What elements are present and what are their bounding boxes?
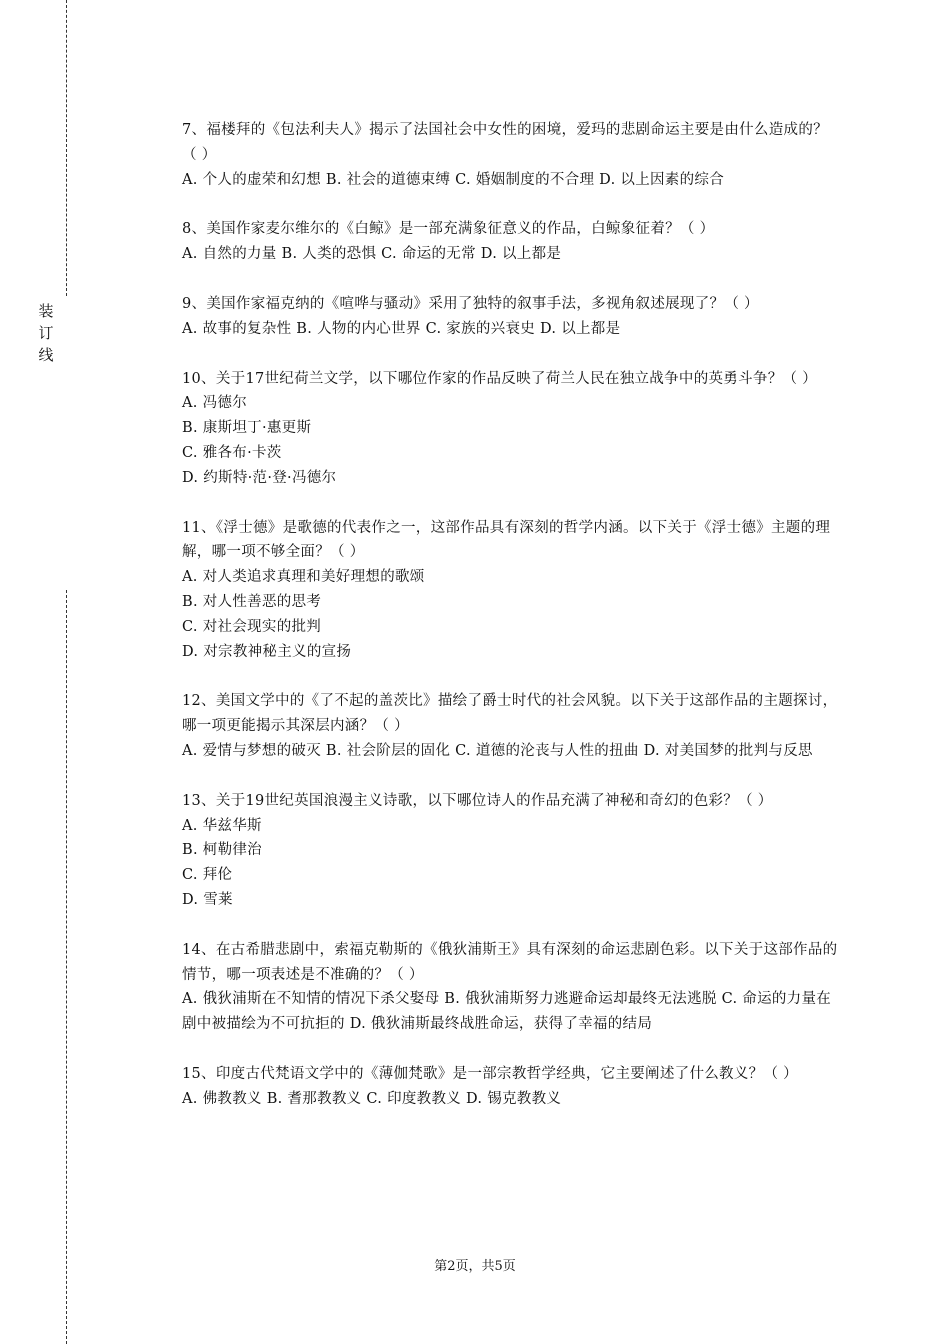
option-a: A. 对人类追求真理和美好理想的歌颂 <box>182 569 425 586</box>
question-stem: 7、福楼拜的《包法利夫人》揭示了法国社会中女性的困境，爱玛的悲剧命运主要是由什么造成的？（ ） <box>182 122 828 163</box>
question-stem: 10、关于17世纪荷兰文学，以下哪位作家的作品反映了荷兰人民在独立战争中的英勇斗争？（ ） <box>182 370 818 387</box>
question-14 <box>182 938 842 1037</box>
question-12 <box>182 689 842 763</box>
question-10 <box>182 367 842 491</box>
binding-char: 订 <box>38 324 54 342</box>
option-d: D. 雪莱 <box>182 891 233 908</box>
option-a: A. 冯德尔 <box>182 395 247 412</box>
option-a: A. 华兹华斯 <box>182 817 262 834</box>
question-options: A. 个人的虚荣和幻想 B. 社会的道德束缚 C. 婚姻制度的不合理 D. 以上因素的综合 <box>182 171 725 188</box>
option-d: D. 约斯特·范·登·冯德尔 <box>182 469 337 486</box>
question-15 <box>182 1062 842 1112</box>
question-stem: 12、美国文学中的《了不起的盖茨比》描绘了爵士时代的社会风貌。以下关于这部作品的主题探讨，哪一项更能揭示其深层内涵？（ ） <box>182 693 838 735</box>
binding-char: 装 <box>38 302 54 320</box>
question-options: A. 爱情与梦想的破灭 B. 社会阶层的固化 C. 道德的沦丧与人性的扭曲 D. 对美国梦的批判与反思 <box>182 742 813 759</box>
option-d: D. 对宗教神秘主义的宣扬 <box>182 643 352 660</box>
question-stem: 8、美国作家麦尔维尔的《白鲸》是一部充满象征意义的作品，白鲸象征着？（ ） <box>182 221 715 238</box>
option-b: B. 对人性善恶的思考 <box>182 593 322 610</box>
option-b: B. 柯勒律治 <box>182 842 262 859</box>
question-stem: 13、关于19世纪英国浪漫主义诗歌，以下哪位诗人的作品充满了神秘和奇幻的色彩？（ ） <box>182 792 773 809</box>
option-b: B. 康斯坦丁·惠更斯 <box>182 420 312 437</box>
question-stem: 9、美国作家福克纳的《喧哗与骚动》采用了独特的叙事手法，多视角叙述展现了？（ ） <box>182 295 759 312</box>
question-9 <box>182 292 842 342</box>
page-footer: 第2页，共5页 <box>434 1259 516 1274</box>
question-options: A. 自然的力量 B. 人类的恐惧 C. 命运的无常 D. 以上都是 <box>182 246 562 263</box>
binding-dashed-line-bottom <box>66 590 67 1344</box>
question-stem: 14、在古希腊悲剧中，索福克勒斯的《俄狄浦斯王》具有深刻的命运悲剧色彩。以下关于这部作品的情节，哪一项表述是不准确的？（ ） <box>182 941 838 983</box>
binding-char: 线 <box>38 346 54 364</box>
option-c: C. 雅各布·卡茨 <box>182 444 282 461</box>
question-options: A. 佛教教义 B. 耆那教教义 C. 印度教教义 D. 锡克教教义 <box>182 1090 562 1107</box>
question-8 <box>182 217 842 267</box>
question-stem: 15、印度古代梵语文学中的《薄伽梵歌》是一部宗教哲学经典，它主要阐述了什么教义？（ ） <box>182 1065 798 1082</box>
question-11 <box>182 516 842 665</box>
question-13 <box>182 789 842 913</box>
option-c: C. 拜伦 <box>182 867 233 884</box>
question-options: A. 故事的复杂性 B. 人物的内心世界 C. 家族的兴衰史 D. 以上都是 <box>182 320 621 337</box>
binding-label <box>36 300 56 366</box>
question-options: A. 俄狄浦斯在不知情的情况下杀父娶母 B. 俄狄浦斯努力逃避命运却最终无法逃脱 C. 命运的力量在剧中被描绘为不可抗拒的 D. 俄狄浦斯最终战胜命运，获得了幸福的结局 <box>182 991 832 1033</box>
binding-dashed-line-top <box>66 0 67 296</box>
question-stem: 11、《浮士德》是歌德的代表作之一，这部作品具有深刻的哲学内涵。以下关于《浮士德》主题的理解，哪一项不够全面？（ ） <box>182 519 831 561</box>
question-7 <box>182 118 842 192</box>
option-c: C. 对社会现实的批判 <box>182 618 322 635</box>
question-list <box>182 118 842 1137</box>
